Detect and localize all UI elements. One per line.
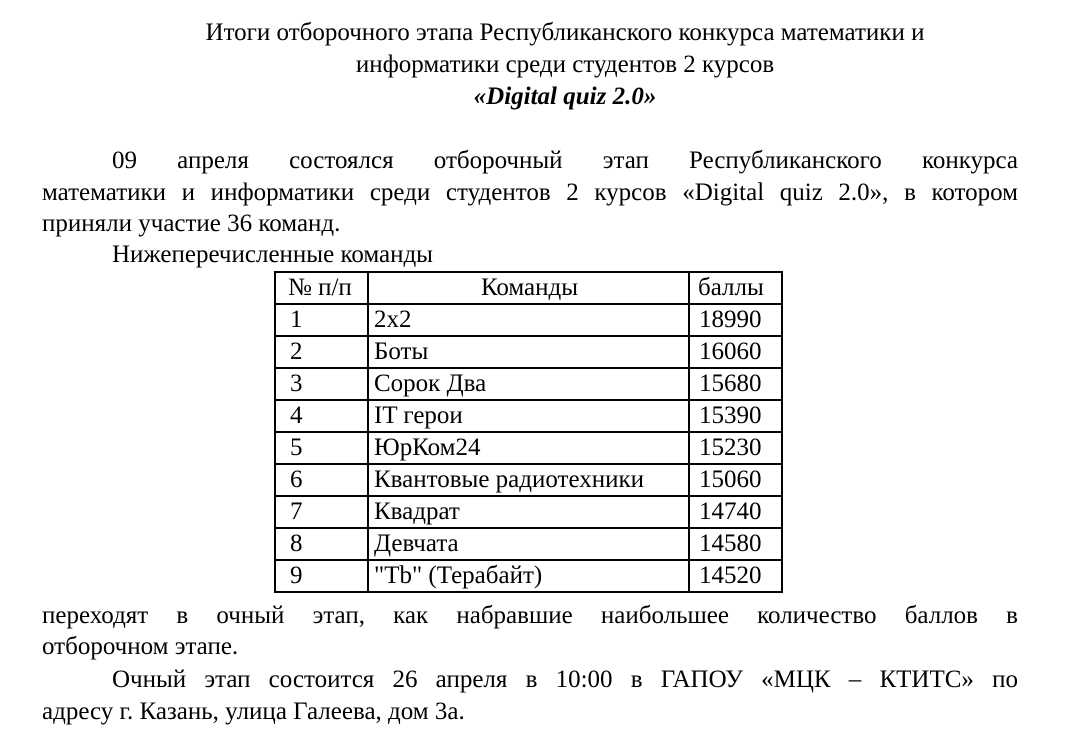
table-row bbox=[275, 304, 782, 336]
row-team: ЮрКом24 bbox=[368, 432, 689, 464]
row-team: "Tb" (Терабайт) bbox=[368, 560, 689, 592]
row-team: Сорок Два bbox=[368, 368, 689, 400]
results-table bbox=[274, 271, 783, 593]
row-score: 15060 bbox=[689, 464, 782, 496]
intro-paragraph-line-2: математики и информатики среди студентов 2 курсов «Digital quiz 2.0», в котором bbox=[42, 179, 1018, 206]
row-score: 18990 bbox=[689, 304, 782, 336]
table-row bbox=[275, 336, 782, 368]
final-paragraph-line-1: Очный этап состоится 26 апреля в 10:00 в ГАПОУ «МЦК – КТИТС» по bbox=[112, 666, 1018, 693]
row-team: 2х2 bbox=[368, 304, 689, 336]
table-row bbox=[275, 400, 782, 432]
table-row bbox=[275, 496, 782, 528]
intro-paragraph-line-3: приняли участие 36 команд. bbox=[42, 210, 341, 237]
row-score: 15680 bbox=[689, 368, 782, 400]
row-number: 8 bbox=[275, 528, 368, 560]
table-row bbox=[275, 464, 782, 496]
table-row bbox=[275, 432, 782, 464]
row-number: 5 bbox=[275, 432, 368, 464]
final-paragraph-line-2: адресу г. Казань, улица Галеева, дом 3а. bbox=[42, 698, 465, 725]
table-row bbox=[275, 528, 782, 560]
row-number: 7 bbox=[275, 496, 368, 528]
row-number: 2 bbox=[275, 336, 368, 368]
document-title-line-2: информатики среди студентов 2 курсов bbox=[355, 51, 775, 78]
row-score: 16060 bbox=[689, 336, 782, 368]
table-row bbox=[275, 368, 782, 400]
row-score: 15390 bbox=[689, 400, 782, 432]
document-title-contest-name: «Digital quiz 2.0» bbox=[473, 83, 657, 110]
intro-paragraph-line-1: 09 апреля состоялся отборочный этап Республиканского конкурса bbox=[112, 147, 1018, 174]
row-number: 3 bbox=[275, 368, 368, 400]
row-team: Квадрат bbox=[368, 496, 689, 528]
row-team: Квантовые радиотехники bbox=[368, 464, 689, 496]
table-row bbox=[275, 560, 782, 592]
row-score: 14580 bbox=[689, 528, 782, 560]
row-number: 6 bbox=[275, 464, 368, 496]
header-score: баллы bbox=[689, 272, 782, 304]
row-score: 14520 bbox=[689, 560, 782, 592]
row-number: 1 bbox=[275, 304, 368, 336]
document-title-line-1: Итоги отборочного этапа Республиканского конкурса математики и bbox=[205, 19, 925, 46]
row-team: Боты bbox=[368, 336, 689, 368]
row-number: 9 bbox=[275, 560, 368, 592]
row-number: 4 bbox=[275, 400, 368, 432]
row-score: 15230 bbox=[689, 432, 782, 464]
after-table-line-2: отборочном этапе. bbox=[42, 633, 239, 660]
intro-paragraph-line-4: Нижеперечисленные команды bbox=[112, 241, 433, 268]
row-score: 14740 bbox=[689, 496, 782, 528]
row-team: Девчата bbox=[368, 528, 689, 560]
after-table-line-1: переходят в очный этап, как набравшие наибольшее количество баллов в bbox=[42, 602, 1018, 629]
row-team: IT герои bbox=[368, 400, 689, 432]
header-team: Команды bbox=[368, 272, 689, 304]
header-number: № п/п bbox=[275, 272, 368, 304]
table-header-row bbox=[275, 272, 782, 304]
